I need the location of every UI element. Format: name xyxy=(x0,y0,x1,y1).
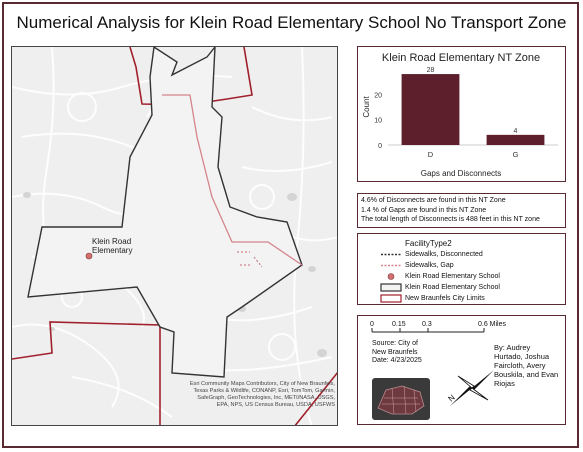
source-text xyxy=(372,340,442,366)
source-line: Source: City of xyxy=(372,340,418,347)
chart-xlabel: Gaps and Disconnects xyxy=(420,169,502,178)
scale-label-0: 0 xyxy=(370,321,374,328)
bar-D[interactable] xyxy=(402,74,460,145)
legend-item-school-zone xyxy=(380,283,500,292)
stat-gaps-percent: 1.4 % of Gaps are found in this NT Zone xyxy=(361,206,487,214)
legend-label: Klein Road Elementary School xyxy=(405,273,500,280)
y-tick-label-1: 10 xyxy=(374,117,382,125)
y-tick-label-0: 0 xyxy=(378,143,382,150)
stat-disconnect-length: The total length of Disconnects is 488 feet in this NT zone xyxy=(361,216,540,223)
outline-box-icon xyxy=(380,283,402,292)
chart-ylabel: Count xyxy=(362,96,371,118)
stat-disconnects-percent: 4.6% of Disconnects are found in this NT Zone xyxy=(361,197,506,204)
legend-panel xyxy=(357,233,566,305)
stats-panel xyxy=(357,193,566,228)
north-arrow-icon xyxy=(446,366,498,410)
legend-label: Sidewalks, Disconnected xyxy=(405,251,483,258)
legend-item-gap xyxy=(380,261,454,270)
scale-label-3: 0.6 Miles xyxy=(478,321,507,328)
x-tick-label-G: G xyxy=(512,150,519,159)
map-view[interactable] xyxy=(11,46,338,426)
legend-item-disconnected xyxy=(380,250,483,259)
source-date: Date: 4/23/2025 xyxy=(372,357,422,364)
circle-point-icon xyxy=(380,272,402,281)
author-line: Faircloth, Avery xyxy=(494,361,546,370)
source-line: New Braunfels xyxy=(372,348,418,356)
info-panel xyxy=(357,315,566,425)
chart-title: Klein Road Elementary NT Zone xyxy=(381,52,541,64)
author-line: Riojas xyxy=(494,379,515,388)
no-transport-zone-polygon xyxy=(28,47,302,377)
school-map-label xyxy=(92,237,132,255)
map-title: Numerical Analysis for Klein Road Elementary School No Transport Zone xyxy=(16,13,567,32)
dashed-line-light-icon xyxy=(380,261,402,270)
author-line: Bouskila, and Evan xyxy=(494,370,559,379)
scale-label-1: 0.15 xyxy=(392,321,406,328)
y-tick-label-2: 20 xyxy=(374,92,382,100)
legend-title: FacilityType2 xyxy=(405,239,452,248)
scale-bar xyxy=(358,316,565,336)
locator-map-thumbnail xyxy=(372,378,430,420)
bar-G[interactable] xyxy=(487,135,545,145)
legend-label: Sidewalks, Gap xyxy=(405,262,454,269)
x-tick-label-D: D xyxy=(427,150,434,159)
legend-label: Klein Road Elementary School xyxy=(405,284,500,291)
chart-panel xyxy=(357,46,566,182)
dashed-line-icon xyxy=(380,250,402,259)
school-label-line1: Klein Road xyxy=(92,237,132,246)
scale-label-2: 0.3 xyxy=(422,321,432,328)
north-label: N xyxy=(446,392,457,404)
chart-marks xyxy=(374,67,558,159)
legend-item-city-limits xyxy=(380,294,485,303)
legend-label: New Braunfels City Limits xyxy=(405,295,485,302)
bar-chart xyxy=(358,47,565,181)
red-outline-box-icon xyxy=(380,294,402,303)
legend-item-school-point xyxy=(380,272,500,281)
author-line: Hurtado, Joshua xyxy=(494,352,550,361)
authors-text xyxy=(494,343,564,388)
data-label-G: 4 xyxy=(513,127,518,135)
map-attribution: Esri Community Maps Contributors, City of New Braunfels, Texas Parks & Wildlife, CONANP, Esri, TomTom, Garmin, SafeGraph, GeoTechnologies, Inc, METI/NASA, USGS, EPA, NPS, US Census Bureau, USDA, USFWS xyxy=(189,381,335,408)
school-label-line2: Elementary xyxy=(92,246,133,255)
data-label-D: 28 xyxy=(426,67,435,75)
map-canvas xyxy=(12,47,338,426)
author-line: By: Audrey xyxy=(494,343,531,352)
